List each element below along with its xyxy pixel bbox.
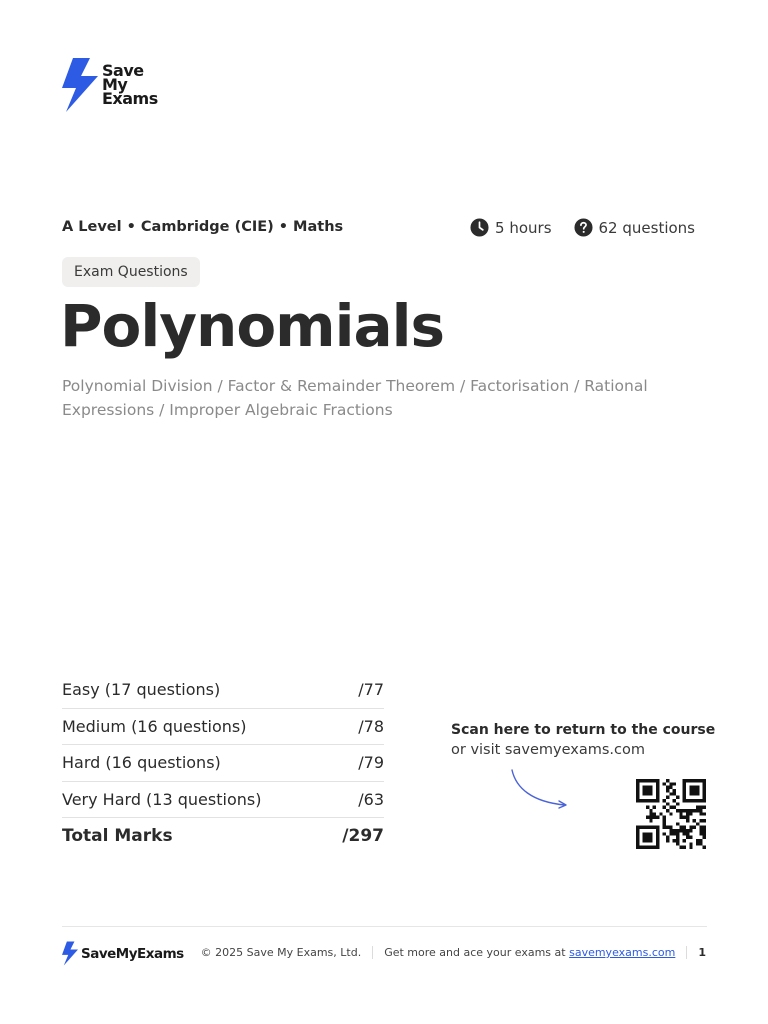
scan-callout — [451, 722, 715, 758]
footer-info — [201, 946, 706, 959]
savemyexams-link[interactable]: savemyexams.com — [569, 946, 676, 959]
footer-brand-name: SaveMyExams — [81, 945, 184, 962]
qr-code[interactable] — [634, 779, 708, 849]
row-label: Hard (16 questions) — [62, 753, 221, 773]
question-count-stat — [574, 218, 695, 237]
marks-row-hard — [62, 745, 384, 782]
brand-logo — [62, 58, 158, 112]
duration-text: 5 hours — [495, 218, 552, 237]
marks-row-easy — [62, 672, 384, 709]
marks-row-very-hard — [62, 782, 384, 819]
row-marks: /79 — [358, 753, 384, 773]
duration-stat — [470, 218, 551, 237]
separator-dot: • — [126, 219, 136, 235]
total-label: Total Marks — [62, 826, 173, 847]
page-number: 1 — [698, 946, 706, 959]
separator-dot: • — [278, 219, 289, 235]
question-circle-icon — [574, 218, 593, 237]
exam-questions-badge: Exam Questions — [62, 257, 200, 287]
topic-subtitle: Polynomial Division / Factor & Remainder Theorem / Factorisation / Rational Expressions / Improper Algebraic Fractions — [62, 377, 648, 419]
lightning-bolt-icon — [62, 58, 98, 112]
row-marks: /77 — [358, 680, 384, 700]
question-count-text: 62 questions — [598, 218, 695, 237]
clock-icon — [470, 218, 489, 237]
footer-divider — [62, 926, 707, 927]
row-label: Easy (17 questions) — [62, 680, 221, 700]
brand-word: Exams — [102, 89, 158, 108]
scan-heading: Scan here to return to the course — [451, 722, 716, 738]
row-label: Medium (16 questions) — [62, 716, 247, 736]
row-marks: /78 — [358, 716, 384, 736]
footer-separator — [686, 946, 687, 959]
scan-subtext: or visit savemyexams.com — [451, 742, 645, 758]
marks-row-total — [62, 818, 384, 855]
marks-table — [62, 672, 384, 855]
page-title: Polynomials — [60, 292, 445, 360]
total-marks: /297 — [342, 826, 384, 847]
footer-logo — [62, 941, 184, 966]
curved-arrow-icon — [508, 768, 572, 812]
row-marks: /63 — [358, 789, 384, 809]
course-breadcrumb — [62, 219, 343, 235]
brand-word: Save — [102, 61, 144, 80]
subject-label: Maths — [293, 219, 344, 235]
brand-wordmark — [102, 61, 158, 108]
row-label: Very Hard (13 questions) — [62, 789, 262, 809]
exam-stats — [470, 218, 695, 237]
level-label: A Level — [62, 219, 122, 235]
brand-word: My — [102, 75, 128, 94]
marks-row-medium — [62, 709, 384, 746]
board-label: Cambridge (CIE) — [140, 219, 274, 235]
cta-text: Get more and ace your exams at — [384, 946, 566, 959]
lightning-bolt-icon — [62, 941, 78, 966]
footer-cta — [384, 946, 675, 959]
copyright-text: © 2025 Save My Exams, Ltd. — [200, 946, 362, 959]
footer-separator — [372, 946, 373, 959]
